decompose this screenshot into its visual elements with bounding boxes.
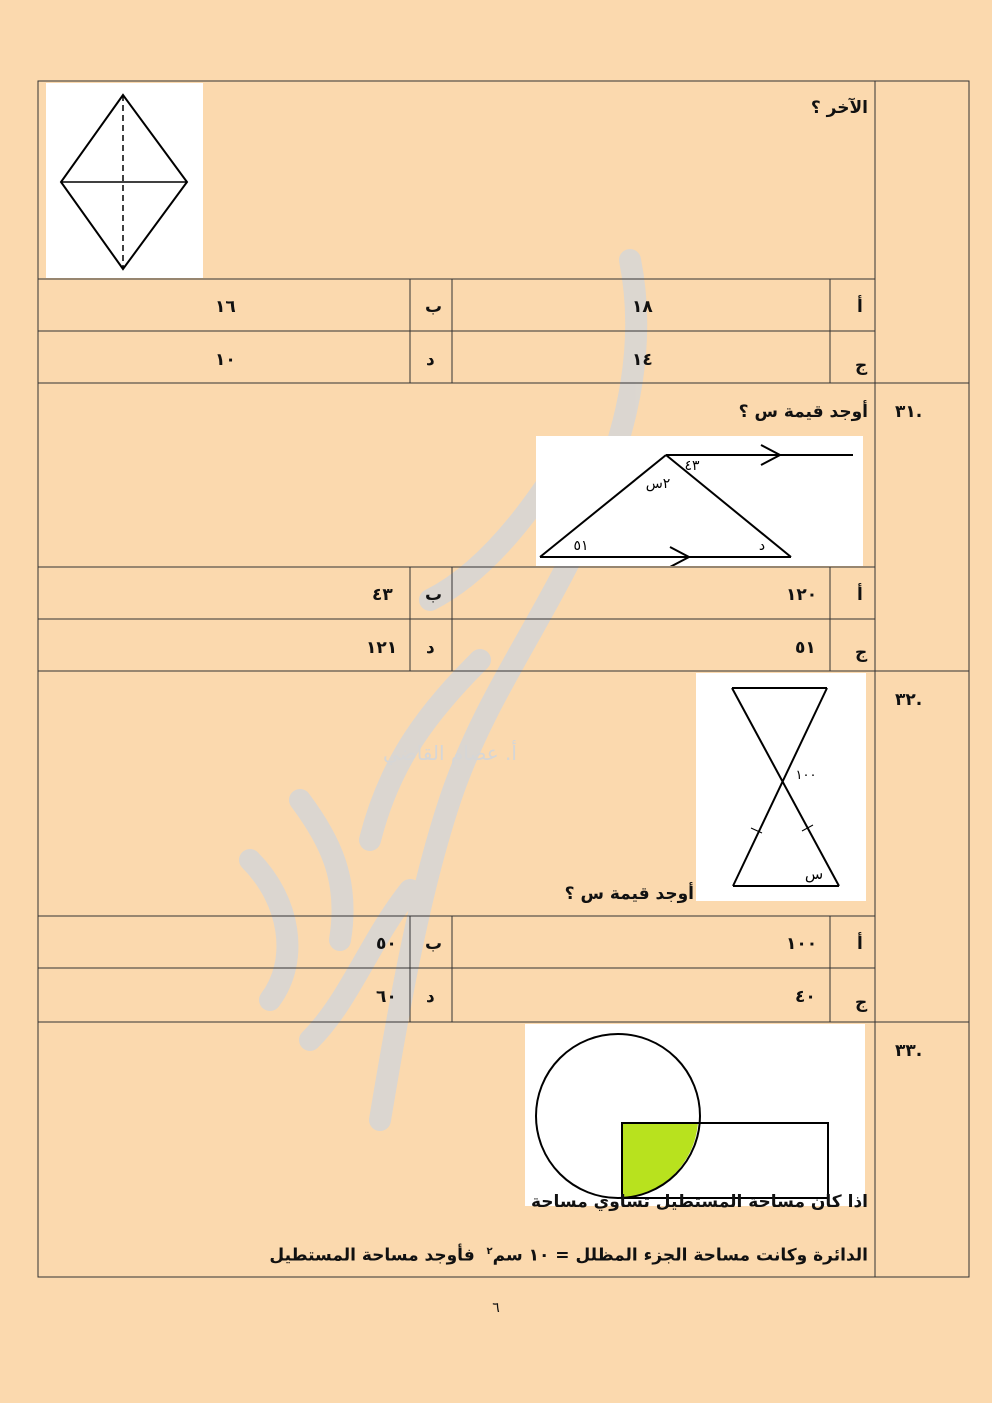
q33-text-line2-end: فأوجد مساحة المستطيل (269, 1245, 475, 1266)
q30-option-c-letter: ج (855, 356, 868, 376)
q32-option-b-letter: ب (425, 934, 443, 954)
q33-text-line2 (269, 1242, 868, 1266)
q30-figure-rhombus (46, 83, 203, 278)
q32-question-text: أوجد قيمة س ؟ (564, 884, 694, 904)
q30-text: الآخر ؟ (810, 98, 868, 118)
q30-option-b[interactable]: ١٦ (215, 297, 236, 317)
q33-text-line2-main: الدائرة وكانت مساحة الجزء المظلل = ١٠ سم (492, 1245, 868, 1266)
q31-question-text: أوجد قيمة س ؟ (738, 402, 868, 422)
q30-option-d-letter: د (426, 350, 435, 370)
q32-option-a[interactable]: ١٠٠ (786, 934, 818, 954)
page-number: ٦ (492, 1300, 500, 1316)
q32-number: .٣٢ (895, 690, 923, 710)
q32-figure-hourglass (696, 673, 866, 901)
q32-option-d-letter: د (426, 987, 435, 1007)
q32-option-d[interactable]: ٦٠ (376, 987, 397, 1007)
q33-text-line1: اذا كان مساحة المستطيل تساوي مساحة (530, 1192, 868, 1212)
q31-label-43: ٤٣ (684, 458, 700, 474)
q30-option-c[interactable]: ١٤ (632, 350, 653, 370)
q30-option-a-letter: أ (857, 297, 863, 317)
q31-option-c[interactable]: ٥١ (795, 638, 816, 658)
q30-option-a[interactable]: ١٨ (632, 297, 653, 317)
q33-number: .٣٣ (895, 1041, 923, 1061)
q32-option-c[interactable]: ٤٠ (795, 987, 816, 1007)
q31-option-c-letter: ج (855, 643, 868, 663)
q31-label-51: ٥١ (573, 538, 589, 554)
q31-option-d-letter: د (426, 638, 435, 658)
q32-option-b[interactable]: ٥٠ (376, 934, 397, 954)
q33-superscript: ٢ (486, 1246, 493, 1257)
q31-figure-trapezoid (536, 436, 863, 566)
q32-option-c-letter: ج (855, 993, 868, 1013)
q31-option-a-letter: أ (857, 585, 863, 605)
q32-label-100: ١٠٠ (795, 768, 817, 783)
q31-option-b[interactable]: ٤٣ (372, 585, 393, 605)
q31-option-a[interactable]: ١٢٠ (786, 585, 818, 605)
q32-option-a-letter: أ (857, 934, 863, 954)
watermark-text: أ. عصام القاضي (383, 741, 517, 765)
q31-number: .٣١ (895, 402, 923, 422)
q31-option-d[interactable]: ١٢١ (366, 638, 398, 658)
q33-figure-circle-rectangle (525, 1024, 865, 1206)
q32-label-x: س (804, 865, 824, 883)
q31-label-2x: ٢س (645, 476, 671, 492)
q30-option-b-letter: ب (425, 297, 443, 317)
q31-label-d: د (758, 538, 766, 554)
q30-option-d[interactable]: ١٠ (215, 350, 236, 370)
q31-option-b-letter: ب (425, 585, 443, 605)
